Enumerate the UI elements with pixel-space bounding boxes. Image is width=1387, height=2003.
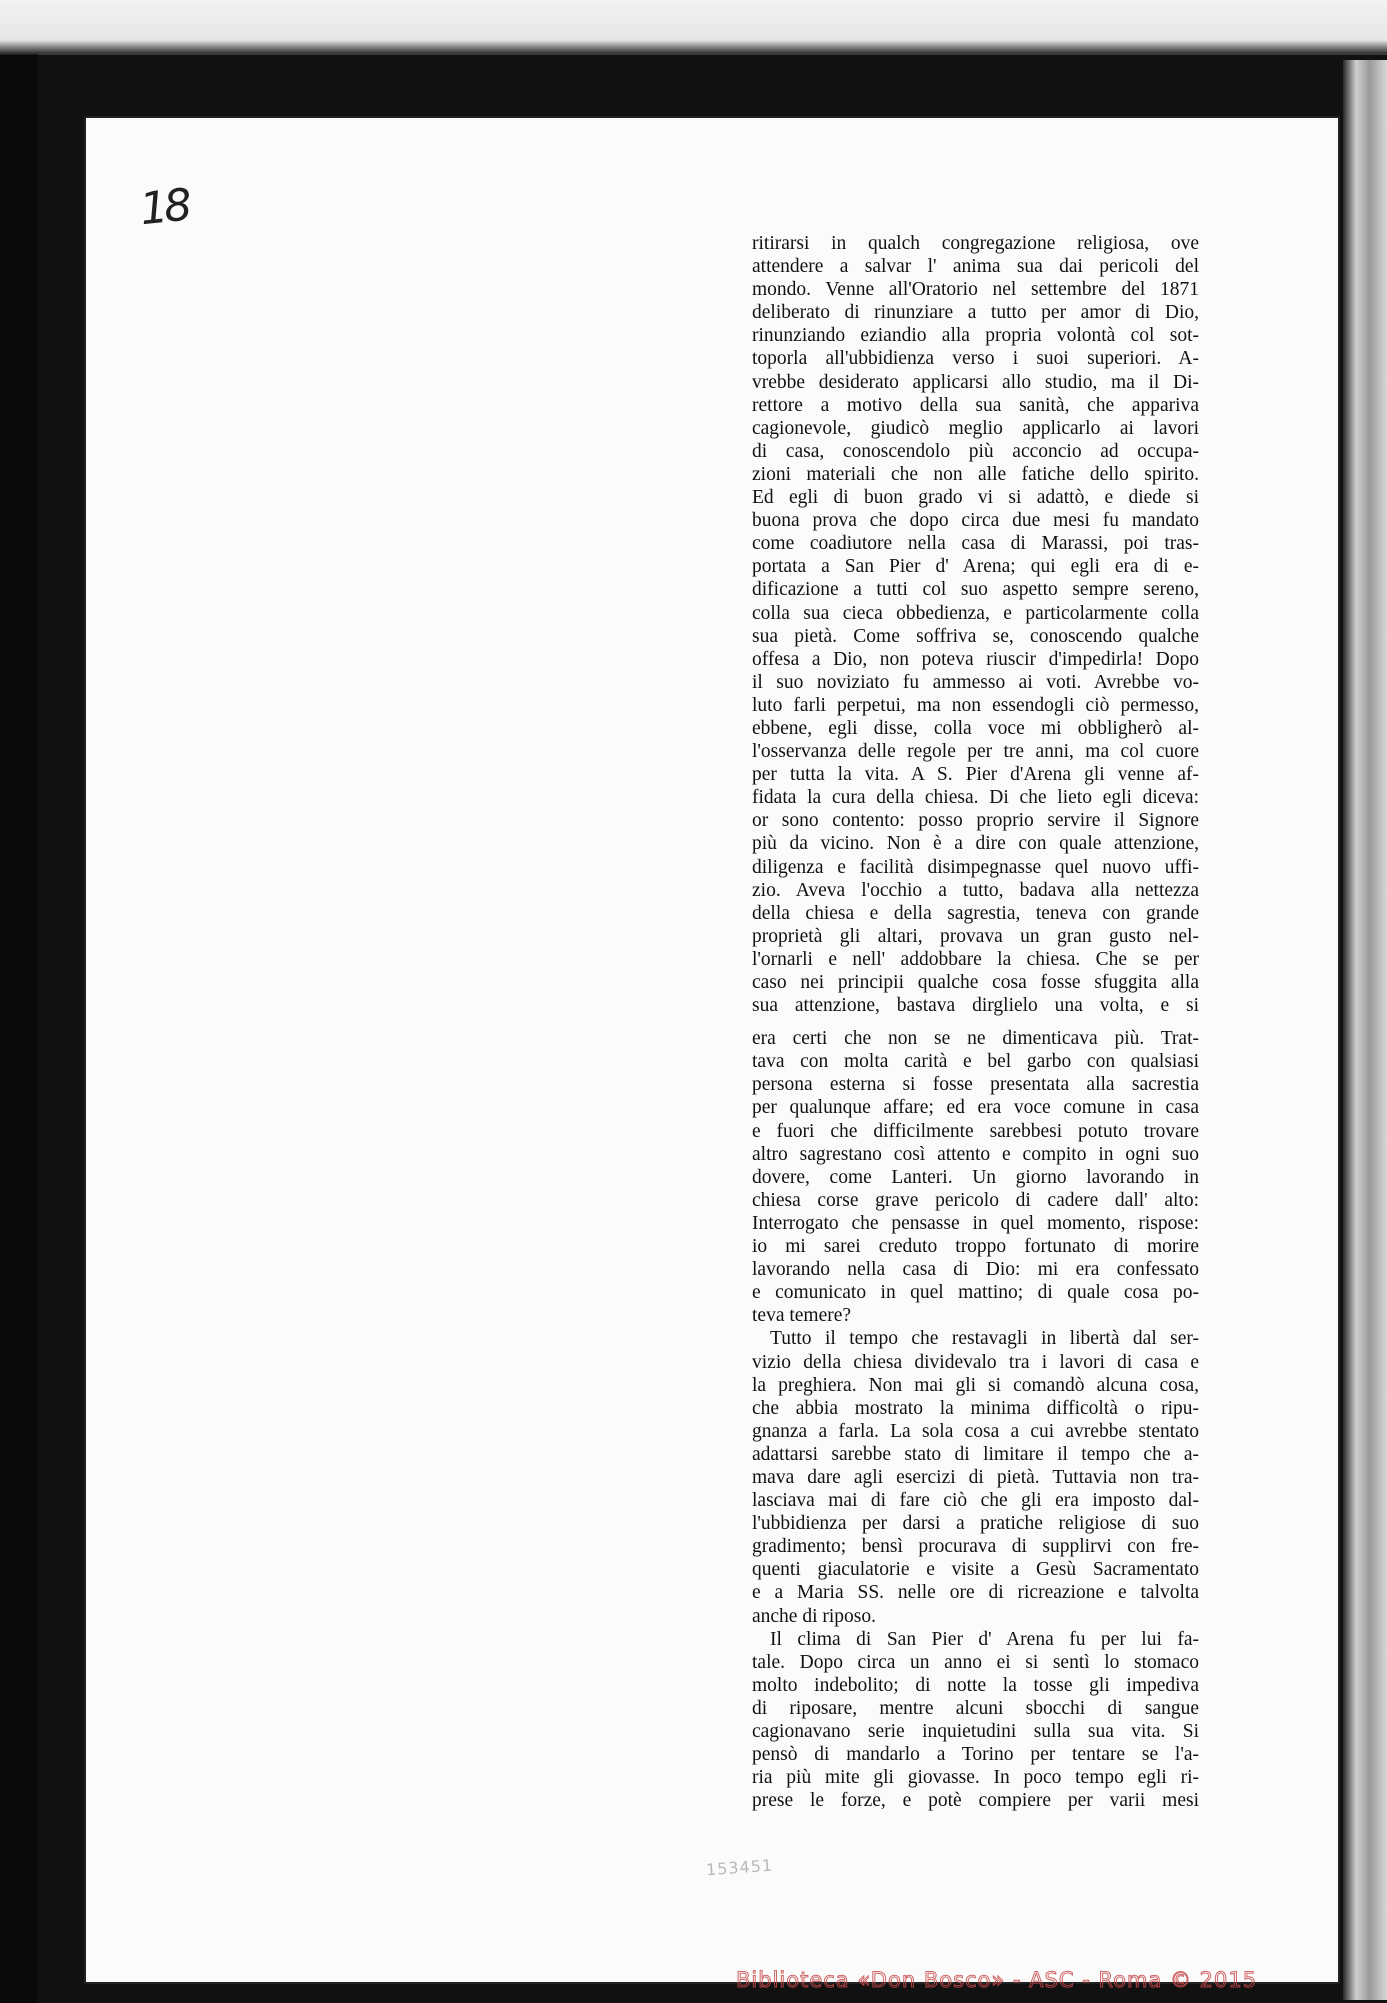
text-line: di casa, conoscendolo più acconcio ad occupa- xyxy=(752,440,1199,462)
text-line: mava dare agli esercizi di pietà. Tuttavia non tra- xyxy=(752,1466,1199,1488)
text-line: tale. Dopo circa un anno ei si sentì lo stomaco xyxy=(752,1651,1199,1673)
text-line: Tutto il tempo che restavagli in libertà dal ser- xyxy=(770,1328,1199,1350)
text-line: molto indebolito; di notte la tosse gli impediva xyxy=(752,1674,1199,1696)
text-line: zio. Aveva l'occhio a tutto, badava alla nettezza xyxy=(752,879,1199,901)
text-line: e comunicato in quel mattino; di quale cosa po- xyxy=(752,1282,1199,1304)
text-line: tava con molta carità e bel garbo con qualsiasi xyxy=(752,1051,1199,1073)
text-line: diligenza e facilità disimpegnasse quel nuovo uffi- xyxy=(752,856,1199,878)
library-watermark: Biblioteca «Don Bosco» - ASC - Roma © 2015 xyxy=(736,1968,1258,1992)
text-line: ria più mite gli giovasse. In poco tempo egli ri- xyxy=(752,1767,1199,1789)
text-line: che abbia mostrato la minima difficoltà o ripu- xyxy=(752,1397,1199,1419)
text-line: cagionavano serie inquietudini sulla sua vita. Si xyxy=(752,1721,1199,1742)
text-line: Interrogato che pensasse in quel momento, rispose: xyxy=(752,1212,1199,1234)
text-line: per qualunque affare; ed era voce comune in casa xyxy=(752,1097,1199,1119)
text-line: lasciava mai di fare ciò che gli era imposto dal- xyxy=(752,1490,1199,1512)
text-line: l'ornarli e nell' addobbare la chiesa. Che se per xyxy=(752,948,1199,970)
text-line: caso nei principii qualche cosa fosse sfuggita alla xyxy=(752,972,1199,993)
scan-right-edge xyxy=(1343,60,1387,2000)
text-line: più da vicino. Non è a dire con quale attenzione, xyxy=(752,833,1199,855)
text-line: adattarsi sarebbe stato di limitare il tempo che a- xyxy=(752,1443,1199,1465)
text-line: gnanza a farla. La sola cosa a cui avrebbe stentato xyxy=(752,1420,1199,1442)
text-line: proprietà gli altari, provava un gran gusto nel- xyxy=(752,925,1199,947)
text-line: ebbene, egli disse, colla voce mi obbligherò al- xyxy=(752,717,1199,739)
text-line: toporla all'ubbidienza verso i suoi superiori. A- xyxy=(752,348,1199,370)
text-block-2 xyxy=(752,1027,1199,1812)
text-line: e a Maria SS. nelle ore di ricreazione e talvolta xyxy=(752,1582,1199,1604)
text-block-1 xyxy=(752,232,1199,1017)
text-line: vrebbe desiderato applicarsi allo studio, ma il Di- xyxy=(752,371,1199,393)
text-line: sua attenzione, bastava dirglielo una volta, e si xyxy=(752,995,1199,1017)
text-line: lavorando nella casa di Dio: mi era confessato xyxy=(752,1259,1199,1281)
text-line: pensò di mandarlo a Torino per tentare se l'a- xyxy=(752,1744,1199,1766)
text-line: e fuori che difficilmente sarebbesi potuto trovare xyxy=(752,1120,1199,1142)
text-column xyxy=(752,232,1199,1812)
page-number: 18 xyxy=(137,179,191,236)
text-line: l'osservanza delle regole per tre anni, ma col cuore xyxy=(752,741,1199,763)
text-line: ritirarsi in qualch congregazione religiosa, ove xyxy=(752,233,1199,254)
text-line: anche di riposo. xyxy=(752,1605,877,1627)
text-line: per tutta la vita. A S. Pier d'Arena gli venne af- xyxy=(752,764,1199,786)
text-line: mondo. Venne all'Oratorio nel settembre del 1871 xyxy=(752,279,1199,301)
text-line: buona prova che dopo circa due mesi fu mandato xyxy=(752,510,1199,532)
text-line: della chiesa e della sagrestia, teneva con grande xyxy=(752,902,1199,924)
text-line: fidata la cura della chiesa. Di che lieto egli diceva: xyxy=(752,787,1199,809)
text-line: gradimento; bensì procurava di supplirvi con fre- xyxy=(752,1536,1199,1558)
clipping-seam xyxy=(752,1017,1199,1027)
text-line: io mi sarei creduto troppo fortunato di morire xyxy=(752,1236,1199,1258)
text-line: il suo noviziato fu ammesso ai voti. Avrebbe vo- xyxy=(752,671,1199,693)
text-line: persona esterna si fosse presentata alla sacrestia xyxy=(752,1074,1199,1096)
text-line: colla sua cieca obbedienza, e particolarmente colla xyxy=(752,602,1199,624)
text-line: l'ubbidienza per darsi a pratiche religiose di suo xyxy=(752,1513,1199,1535)
scan-top-edge xyxy=(0,0,1387,55)
text-line: dovere, come Lanteri. Un giorno lavorando in xyxy=(752,1166,1199,1188)
text-line: come coadiutore nella casa di Marassi, poi tras- xyxy=(752,533,1199,555)
text-line: Ed egli di buon grado vi si adattò, e diede si xyxy=(752,487,1199,509)
text-line: vizio della chiesa dividevalo tra i lavori di casa e xyxy=(752,1351,1199,1373)
text-line: di riposare, mentre alcuni sbocchi di sangue xyxy=(752,1697,1199,1719)
text-line: zioni materiali che non alle fatiche dello spirito. xyxy=(752,463,1199,485)
text-line: quenti giaculatorie e visite a Gesù Sacramentato xyxy=(752,1559,1199,1581)
text-line: cagionevole, giudicò meglio applicarlo ai lavori xyxy=(752,417,1199,439)
text-line: rinunziando eziandio alla propria volontà col sot- xyxy=(752,325,1199,347)
text-line: chiesa corse grave pericolo di cadere dall' alto: xyxy=(752,1189,1199,1211)
text-line: portata a San Pier d' Arena; qui egli era di e- xyxy=(752,556,1199,578)
text-line: attendere a salvar l' anima sua dai pericoli del xyxy=(752,256,1199,278)
text-line: era certi che non se ne dimenticava più. Trat- xyxy=(752,1028,1199,1050)
text-line: teva temere? xyxy=(752,1305,852,1327)
text-line: altro sagrestano così attento e compito in ogni suo xyxy=(752,1143,1199,1165)
text-line: la preghiera. Non mai gli si comandò alcuna cosa, xyxy=(752,1374,1199,1396)
text-line: offesa a Dio, non poteva riuscir d'impedirla! Dopo xyxy=(752,648,1199,670)
text-line: dificazione a tutti col suo aspetto sempre sereno, xyxy=(752,579,1199,601)
text-line: rettore a motivo della sua sanità, che appariva xyxy=(752,394,1199,416)
text-line: or sono contento: posso proprio servire il Signore xyxy=(752,810,1199,832)
shelfmark-stamp: 153451 xyxy=(705,1855,774,1880)
text-line: prese le forze, e potè compiere per varii mesi xyxy=(752,1790,1199,1812)
text-line: sua pietà. Come soffriva se, conoscendo qualche xyxy=(752,625,1199,647)
text-line: Il clima di San Pier d' Arena fu per lui fa- xyxy=(770,1628,1199,1650)
text-line: deliberato di rinunziare a tutto per amor di Dio, xyxy=(752,302,1199,324)
text-line: luto farli perpetui, ma non essendogli ciò permesso, xyxy=(752,694,1199,716)
